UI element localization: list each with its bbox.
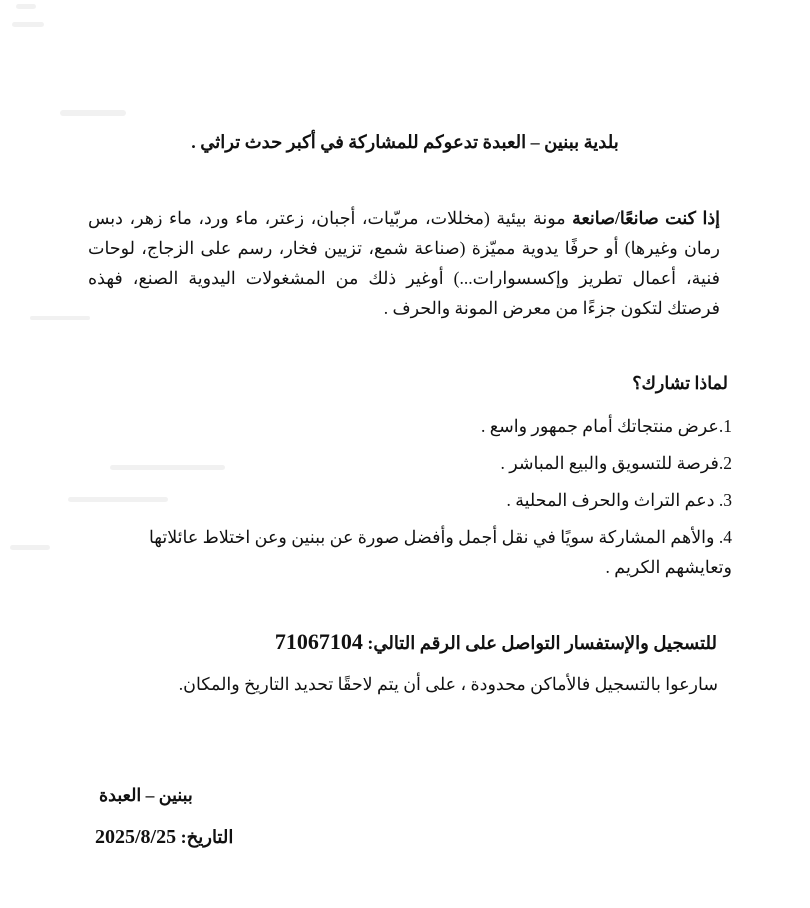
contact-phone-number: 71067104 bbox=[274, 629, 363, 654]
document-title: بلدية ببنين – العبدة تدعوكم للمشاركة في أكبر حدث تراثي . bbox=[191, 132, 619, 152]
intro-bold-lead: إذا كنت صانعًا/صانعة bbox=[572, 208, 720, 228]
date-value: 2025/8/25 bbox=[95, 826, 177, 848]
intro-paragraph bbox=[88, 203, 720, 323]
scan-artifact bbox=[30, 316, 90, 320]
footer-date-line bbox=[95, 822, 233, 852]
date-label: التاريخ: bbox=[176, 827, 234, 847]
why-participate-heading: لماذا تشارك؟ bbox=[632, 373, 728, 393]
reasons-list bbox=[88, 411, 732, 589]
reason-item-1: 1.عرض منتجاتك أمام جمهور واسع . bbox=[481, 416, 732, 436]
urgency-note: سارعوا بالتسجيل فالأماكن محدودة ، على أن يتم لاحقًا تحديد التاريخ والمكان. bbox=[178, 674, 718, 694]
contact-label: للتسجيل والإستفسار التواصل على الرقم التالي: bbox=[362, 633, 717, 653]
reason-item-4: 4. والأهم المشاركة سويًا في نقل أجمل وأفضل صورة عن ببنين وعن اختلاط عائلاتها وتعايشهم الكريم . bbox=[148, 527, 732, 577]
scan-artifact bbox=[12, 22, 44, 27]
footer-location: ببنين – العبدة bbox=[99, 785, 193, 805]
reason-item-2: 2.فرصة للتسويق والبيع المباشر . bbox=[500, 453, 732, 473]
registration-contact-line bbox=[275, 626, 717, 659]
scan-artifact bbox=[60, 110, 126, 116]
scan-artifact bbox=[16, 4, 36, 9]
reason-item-3: 3. دعم التراث والحرف المحلية . bbox=[506, 490, 732, 510]
scan-artifact bbox=[10, 545, 50, 550]
intro-body-text: مونة بيئية (مخللات، مربّيات، أجبان، زعتر، ماء ورد، ماء زهر، دبس رمان وغيرها) أو حرفًا يدوية مميّزة (صناعة شمع، تزيين فخار، رسم على الزجاج، لوحات فنية، أعمال تطريز وإكسسوارات...) أوغير ذلك من المشغولات اليدوية الصنع، فهذه فرصتك لتكون جزءًا من معرض المونة والحرف . bbox=[88, 208, 720, 318]
